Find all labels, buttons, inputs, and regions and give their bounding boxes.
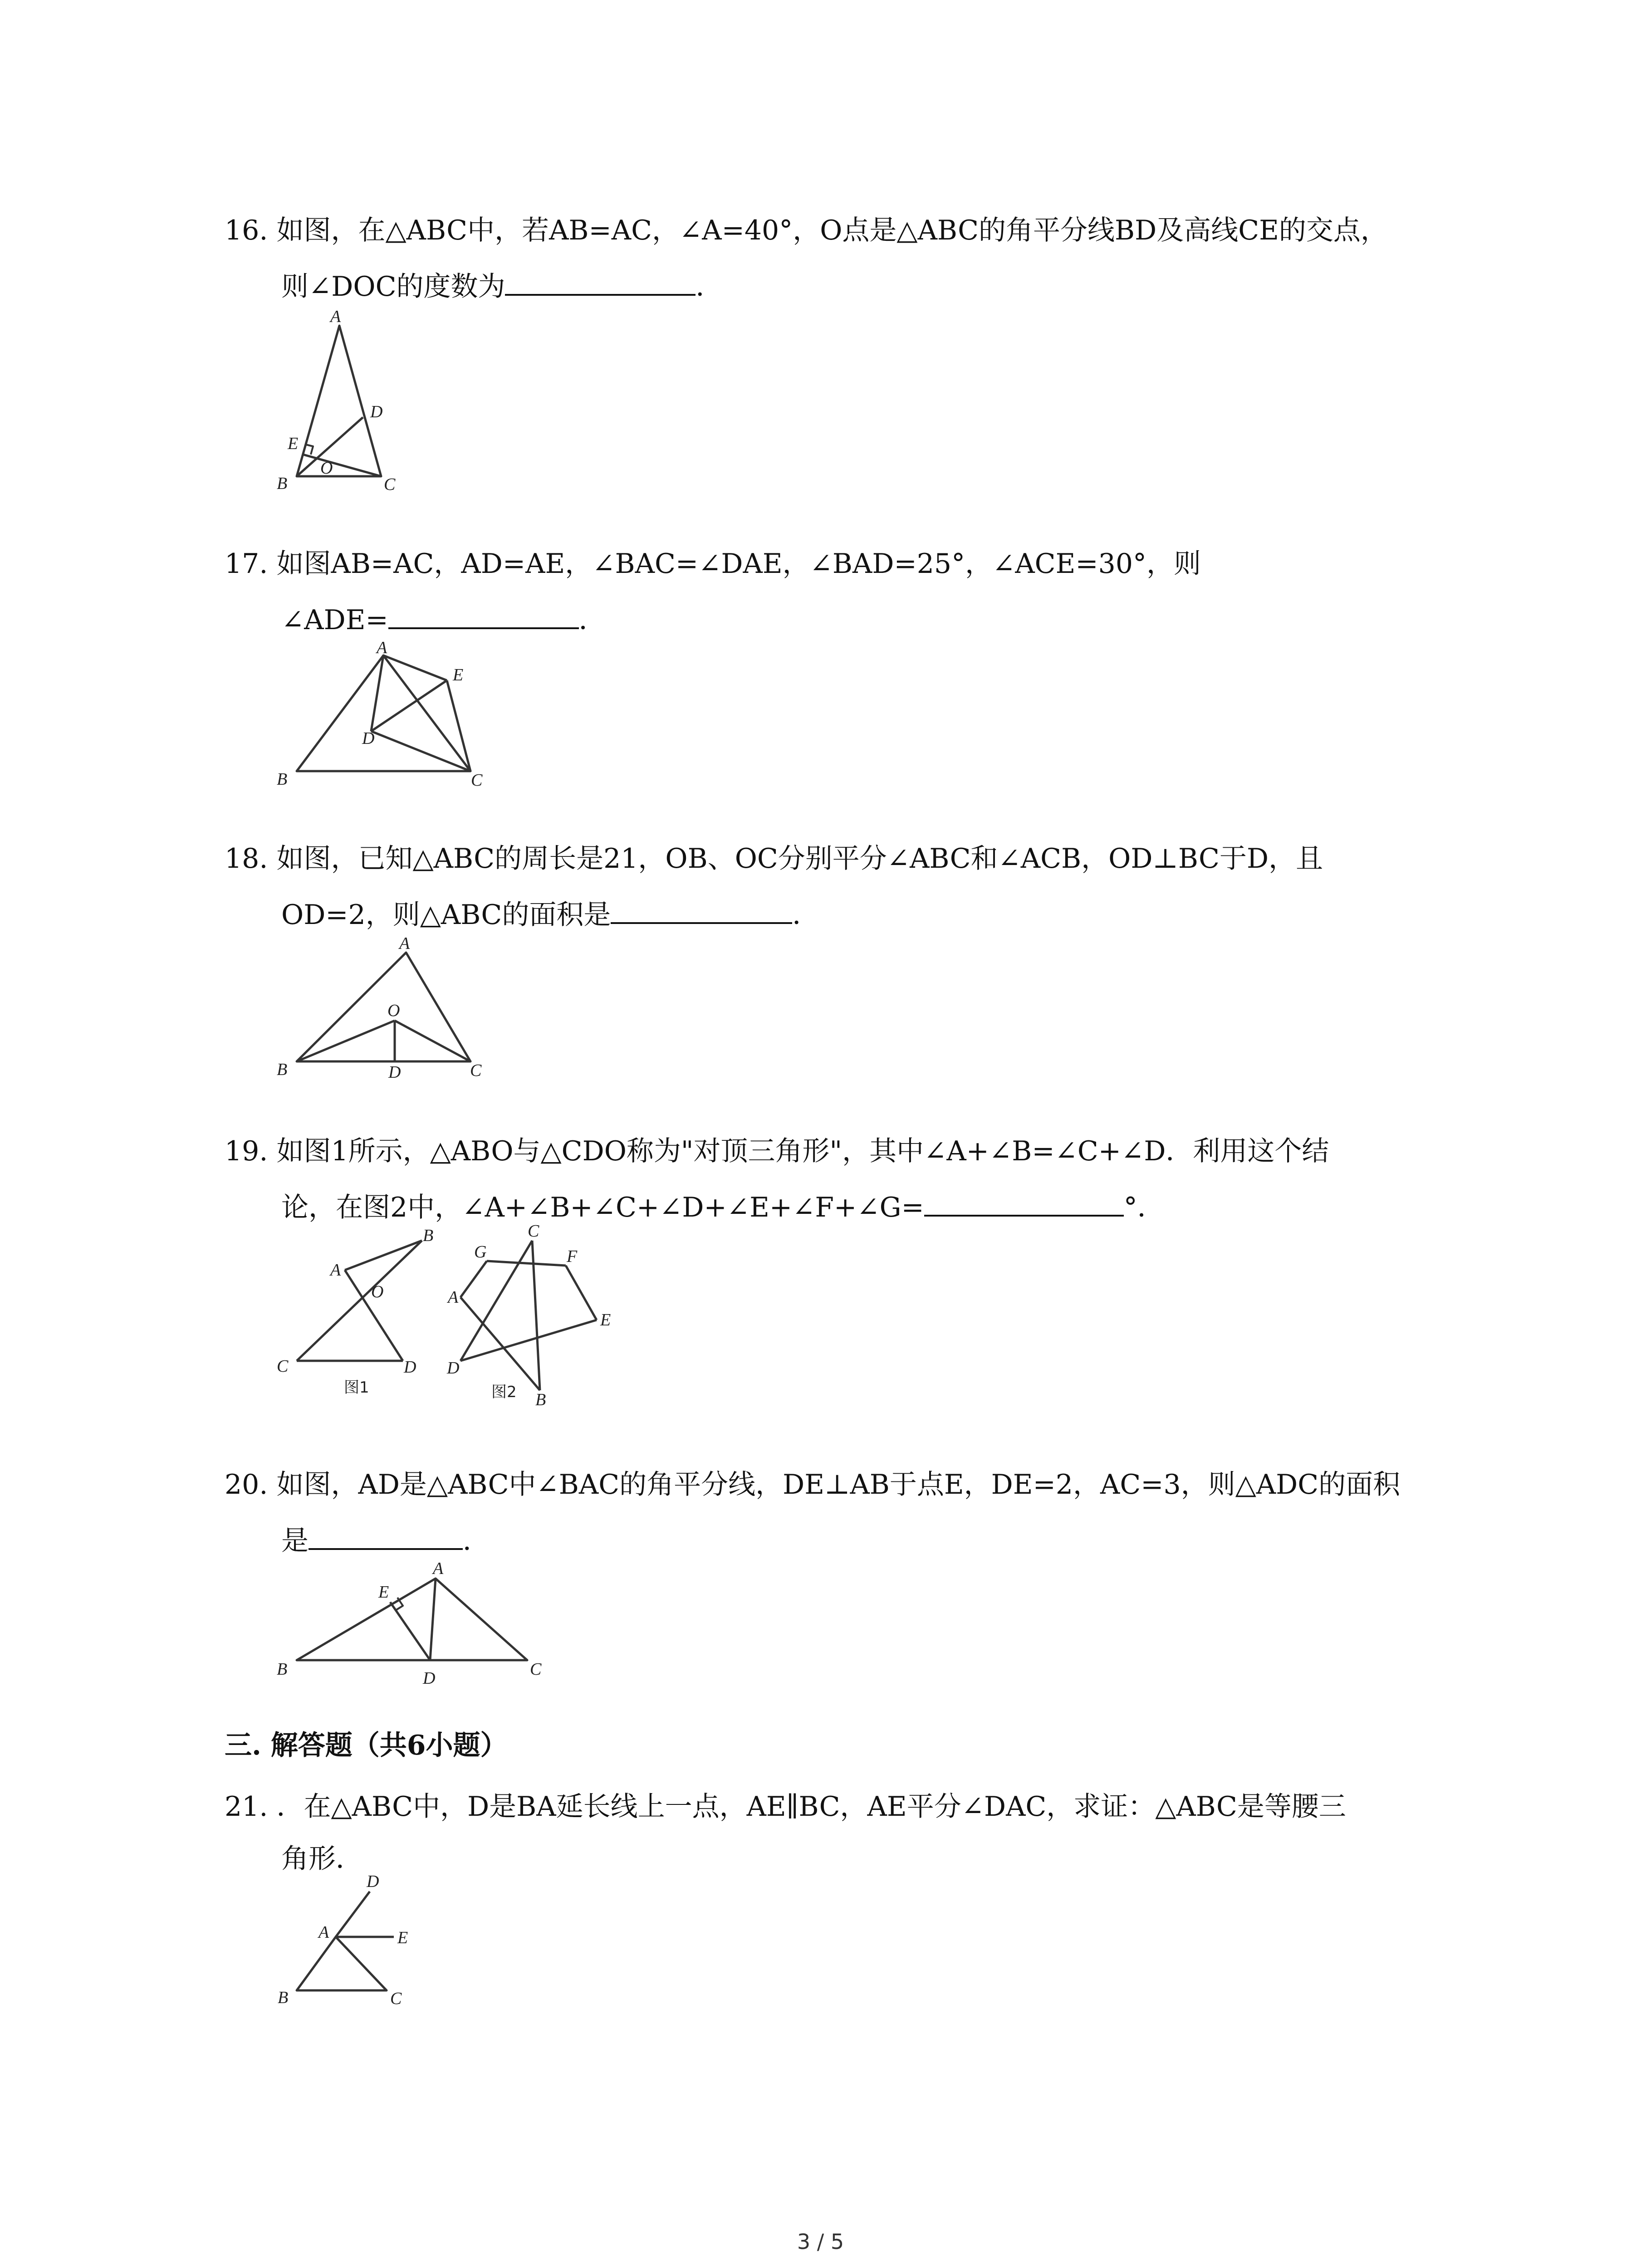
q19-line2-end: °． [1123, 1192, 1165, 1223]
page-number: 3 / 5 [797, 2229, 844, 2254]
q19-fig1-label-b: B [423, 1226, 434, 1245]
q18-answer-blank [611, 896, 792, 924]
q19-fig2-segment-ag [460, 1261, 487, 1297]
q19-fig2-label-a: A [448, 1288, 459, 1307]
q20-bisector-ad [430, 1579, 436, 1660]
q16-label-d: D [370, 402, 383, 421]
q16-figure [268, 308, 413, 499]
q16-altitude-ce [303, 455, 381, 476]
q16-right-angle [306, 445, 313, 455]
q19-fig1-label-c: C [277, 1357, 289, 1376]
q18-label-d: D [388, 1063, 401, 1082]
q20-label-a: A [433, 1559, 444, 1578]
q19-line2-text: 论，在图2中，∠A+∠B+∠C+∠D+∠E+∠F+∠G= [281, 1192, 924, 1223]
q17-label-a: A [377, 638, 387, 657]
q21-line2: 角形． [281, 1843, 363, 1875]
section-heading: 三. 解答题（共6小题） [225, 1730, 508, 1761]
q16-label-c: C [384, 475, 396, 494]
q16-line2-text: 则∠DOC的度数为 [281, 271, 505, 303]
q19-fig2-label-b: B [535, 1390, 546, 1409]
q19-fig2-segment-gf [487, 1261, 566, 1266]
q17-segment-ec [447, 680, 470, 771]
q21-label-e: E [397, 1928, 408, 1947]
q17-line2-text: ∠ADE= [281, 604, 388, 636]
q21-label-d: D [367, 1872, 379, 1891]
q20-line2-text: 是 [281, 1525, 309, 1557]
q19-figure2 [447, 1222, 637, 1411]
q17-label-e: E [453, 665, 464, 684]
q18-line2 [281, 896, 819, 932]
q21-label-b: B [278, 1988, 289, 2007]
q18-label-c: C [470, 1061, 482, 1080]
q19-fig1-label-o: O [371, 1282, 384, 1301]
q21-figure [268, 1873, 431, 2009]
q20-answer-blank [309, 1522, 463, 1550]
q20-label-d: D [423, 1669, 436, 1688]
q19-fig2-label-f: F [567, 1247, 578, 1266]
q16-label-e: E [288, 434, 299, 453]
q20-label-e: E [378, 1583, 389, 1602]
q19-line1: 19. 如图1所示，△ABO与△CDO称为"对顶三角形"，其中∠A+∠B=∠C+∠D．利用这个结 [225, 1135, 1329, 1167]
q19-fig2-label-e: E [600, 1310, 611, 1330]
q19-answer-blank [924, 1188, 1124, 1217]
q20-figure [268, 1556, 558, 1692]
q19-fig1-label-d: D [404, 1358, 416, 1377]
q18-label-b: B [277, 1060, 288, 1079]
q19-fig1-label-a: A [330, 1261, 341, 1280]
q19-fig2-label-g: G [474, 1242, 487, 1261]
q16-triangle [297, 326, 381, 476]
q19-fig2-caption: 图2 [491, 1383, 517, 1401]
q17-label-d: D [362, 729, 375, 748]
q19-fig2-label-d: D [447, 1359, 460, 1378]
q16-line2 [281, 268, 723, 304]
q17-line2-end: ． [578, 604, 606, 636]
q17-figure [268, 635, 504, 789]
q18-label-o: O [387, 1001, 400, 1020]
q20-label-c: C [530, 1660, 542, 1679]
q17-triangle-abc [297, 655, 470, 771]
q17-label-c: C [471, 771, 483, 790]
q19-figure1 [268, 1225, 440, 1397]
q20-line2-end: ． [463, 1525, 490, 1557]
q19-fig2-label-c: C [528, 1222, 539, 1241]
q18-label-a: A [399, 934, 410, 953]
q17-label-b: B [277, 770, 288, 789]
q19-fig2-segment-fe [566, 1266, 597, 1320]
q18-bisector-ob [297, 1021, 395, 1061]
q21-line1: 21. ．在△ABC中，D是BA延长线上一点，AE∥BC，AE平分∠DAC，求证：△ABC是等腰三 [225, 1791, 1346, 1823]
q21-extension-ad [336, 1892, 370, 1937]
q21-label-c: C [390, 1989, 402, 2008]
q21-label-a: A [318, 1923, 329, 1942]
q19-fig1-segment-ab [345, 1241, 422, 1270]
q20-label-b: B [277, 1660, 288, 1679]
q16-line2-end: ． [696, 271, 723, 303]
q20-triangle [297, 1579, 527, 1660]
q17-line1: 17. 如图AB=AC，AD=AE，∠BAC=∠DAE，∠BAD=25°，∠ACE=30°，则 [225, 548, 1201, 580]
q20-line2 [281, 1522, 490, 1558]
q16-label-a: A [330, 307, 341, 326]
q16-label-b: B [277, 474, 288, 493]
q20-line1: 20. 如图，AD是△ABC中∠BAC的角平分线，DE⊥AB于点E，DE=2，AC=3，则△ADC的面积 [225, 1469, 1401, 1501]
q18-line2-end: ． [792, 899, 820, 931]
q17-line2 [281, 601, 606, 637]
q19-fig1-segment-bc [297, 1241, 422, 1361]
q16-label-o: O [320, 459, 333, 478]
q21-triangle [297, 1937, 387, 1990]
q19-fig2-segment-ab [460, 1297, 540, 1390]
q17-segment-ad [371, 655, 383, 731]
q19-line2 [281, 1188, 1165, 1225]
q17-answer-blank [388, 601, 579, 629]
q16-answer-blank [505, 268, 696, 296]
q19-fig1-caption: 图1 [344, 1378, 369, 1397]
q18-figure [268, 930, 504, 1084]
q18-line1: 18. 如图，已知△ABC的周长是21，OB、OC分别平分∠ABC和∠ACB，OD⊥BC于D，且 [225, 843, 1323, 875]
q18-line2-text: OD=2，则△ABC的面积是 [281, 899, 611, 931]
q18-triangle [297, 953, 470, 1061]
q16-line1: 16. 如图，在△ABC中，若AB=AC，∠A=40°，O点是△ABC的角平分线BD及高线CE的交点， [225, 215, 1388, 246]
